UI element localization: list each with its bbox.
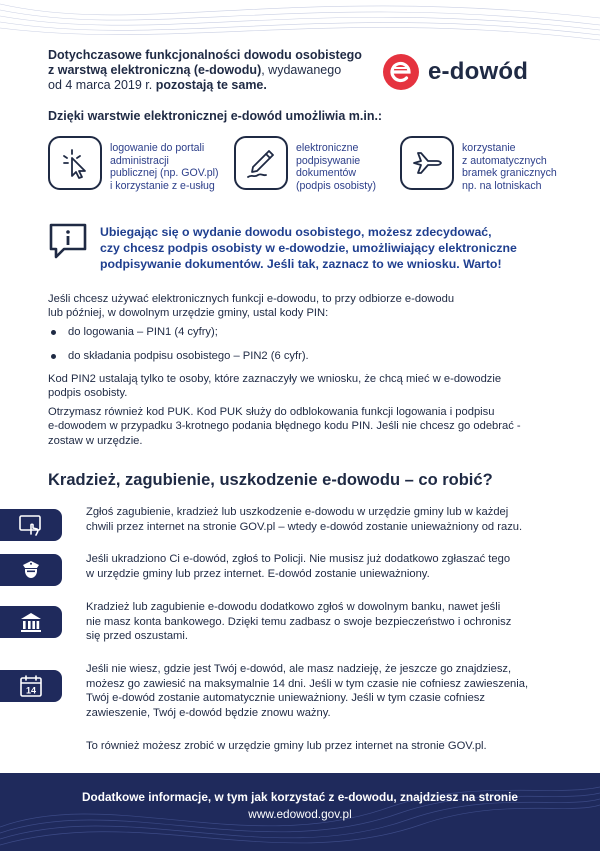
info-callout-text (100, 224, 570, 272)
airplane-icon (410, 146, 444, 180)
pin-list (48, 325, 568, 362)
feature-signature-line: (podpis osobisty) (296, 179, 377, 192)
feature-login-text (110, 142, 219, 206)
step-line: chwili przez internet na stronie GOV.pl – wtedy e-dowód zostanie unieważniony od razu. (86, 520, 523, 533)
puk-paragraph (48, 405, 568, 448)
e-dowod-logo (382, 52, 562, 92)
feature-login-line: administracji (110, 154, 169, 167)
body-line: zostaw w urzędzie. (48, 434, 143, 447)
feature-signature (234, 136, 376, 206)
intro-line2-rest: , wydawanego (261, 63, 342, 77)
feature-login-line: publicznej (np. GOV.pl) (110, 167, 219, 180)
step-bank-text (86, 600, 556, 644)
pin2-paragraph (48, 372, 568, 400)
computer-hand-icon (18, 514, 44, 536)
section-title-theft: Kradzież, zagubienie, uszkodzenie e-dowodu – co robić? (48, 471, 493, 489)
body-line: podpis osobisty. (48, 387, 128, 400)
list-item: do logowania – PIN1 (4 cyfry); (48, 325, 568, 339)
feature-signature-line: elektroniczne (296, 142, 359, 154)
pin-info-body (48, 292, 568, 453)
body-line: e-dowodem w przypadku 3-krotnego podania błędnego kodu PIN. Jeśli nie chcesz go odebrać - (48, 420, 521, 433)
feature-signature-line: podpisywanie (296, 154, 361, 167)
pen-sign-icon (244, 146, 278, 180)
intro-line1: Dotychczasowe funkcjonalności dowodu osobistego (48, 48, 362, 62)
feature-border-line: bramek granicznych (462, 167, 557, 180)
body-line: Otrzymasz również kod PUK. Kod PUK służy do odblokowania funkcji logowania i podpisu (48, 406, 495, 419)
feature-border-text (462, 142, 557, 206)
feature-login-icon-box (48, 136, 102, 190)
feature-login-line: i korzystanie z e-usług (110, 179, 215, 192)
feature-signature-text (296, 142, 376, 206)
features-subtitle: Dzięki warstwie elektronicznej e-dowód umożliwia m.in.: (48, 109, 383, 123)
intro-line3-pre: od 4 marca 2019 r. (48, 78, 156, 92)
step-report-loss-text (86, 505, 556, 534)
bank-icon (19, 611, 43, 633)
info-speech-icon (48, 222, 88, 260)
step-line: Jeśli nie wiesz, gdzie jest Twój e-dowód, ale masz nadzieję, że jeszcze go znajdziesz, (86, 663, 512, 675)
footer-link[interactable]: www.edowod.gov.pl (248, 807, 352, 821)
feature-border-line: z automatycznych (462, 154, 547, 167)
info-callout-line: Ubiegając się o wydanie dowodu osobistego, możesz zdecydować, (100, 225, 492, 239)
feature-login (48, 136, 219, 206)
e-dowod-logo-icon (382, 53, 420, 91)
closing-note: To również możesz zrobić w urzędzie gminy lub przez internet na stronie GOV.pl. (86, 740, 487, 752)
step-police-text (86, 552, 556, 581)
police-officer-icon (20, 558, 42, 582)
step-line: Zgłoś zagubienie, kradzież lub uszkodzenie e-dowodu w urzędzie gminy lub w każdej (86, 506, 509, 518)
feature-login-line: logowanie do portali (110, 142, 205, 154)
step-bank-tab (0, 606, 62, 638)
step-line: w urzędzie gminy lub przez internet. E-dowód zostanie unieważniony. (86, 567, 430, 580)
pin-intro-paragraph (48, 292, 568, 320)
feature-signature-line: dokumentów (296, 167, 357, 180)
body-line: Jeśli chcesz używać elektronicznych funkcji e-dowodu, to przy odbiorze e-dowodu (48, 293, 455, 305)
step-police-tab (0, 554, 62, 586)
step-suspend-tab (0, 670, 62, 702)
step-line: Jeśli ukradziono Ci e-dowód, zgłoś to Policji. Nie musisz już dodatkowo zgłaszać tego (86, 553, 511, 565)
step-line: Twój e-dowód zostanie automatycznie unieważniony. Jeśli w tym czasie cofniesz (86, 692, 485, 704)
footer-text: Dodatkowe informacje, w tym jak korzystać z e-dowodu, znajdziesz na stronie (82, 790, 518, 804)
info-callout (48, 220, 568, 280)
info-callout-line: czy chcesz podpis osobisty w e-dowodzie, umożliwiający elektroniczne (100, 241, 517, 255)
intro-text (48, 48, 378, 93)
logo-text: e-dowód (428, 58, 529, 85)
feature-border-gates (400, 136, 557, 206)
intro-line2-bold: z warstwą elektroniczną (e-dowodu) (48, 63, 262, 77)
step-line: się przed oszustami. (86, 630, 188, 642)
calendar-number: 14 (25, 685, 37, 696)
feature-border-icon-box (400, 136, 454, 190)
feature-border-line: korzystanie (462, 142, 516, 154)
list-item: do składania podpisu osobistego – PIN2 (6 cyfr). (48, 349, 568, 363)
info-callout-line: podpisywanie dokumentów. Jeśli tak, zaznacz to we wniosku. Warto! (100, 257, 502, 271)
cursor-click-icon (58, 146, 92, 180)
body-line: lub później, w dowolnym urzędzie gminy, ustal kody PIN: (48, 307, 329, 320)
step-suspend-text (86, 662, 556, 720)
step-line: zawieszenie, Twój e-dowód będzie znowu ważny. (86, 706, 331, 719)
footer-banner (0, 773, 600, 851)
step-line: możesz go zawiesić na maksymalnie 14 dni. Jeśli w tym czasie nie cofniesz zawieszenia, (86, 677, 529, 690)
body-line: Kod PIN2 ustalają tylko te osoby, które zaznaczyły we wniosku, że chcą mieć w e-dowodzie (48, 372, 502, 385)
step-line: Kradzież lub zagubienie e-dowodu dodatkowo zgłoś w dowolnym banku, nawet jeśli (86, 601, 501, 613)
feature-border-line: np. na lotniskach (462, 179, 542, 192)
intro-line3-bold: pozostają te same. (155, 78, 267, 92)
feature-signature-icon-box (234, 136, 288, 190)
step-report-loss-tab (0, 509, 62, 541)
step-line: nie masz konta bankowego. Dzięki temu zadbasz o swoje bezpieczeństwo i ochronisz (86, 615, 512, 628)
calendar-14-icon (19, 674, 43, 698)
